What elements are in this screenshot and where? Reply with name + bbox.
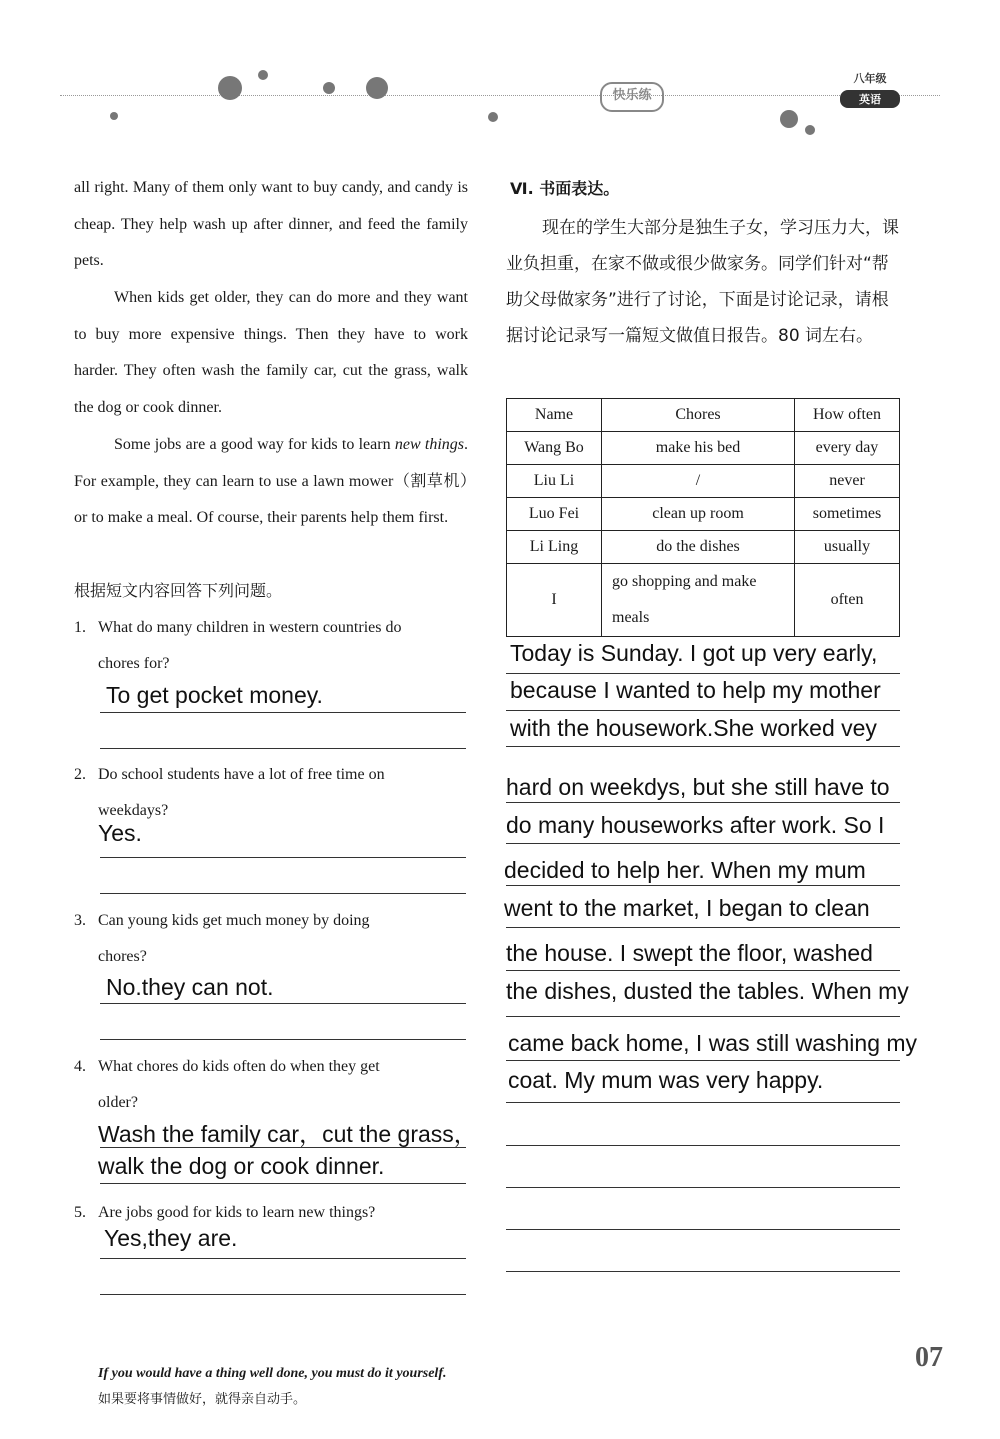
passage-paragraph-3-text-a: Some jobs are a good way for kids to learn <box>114 436 395 453</box>
decor-dot <box>323 82 335 94</box>
table-row <box>507 465 900 498</box>
question-number: 4. <box>74 1058 86 1075</box>
writing-line <box>506 970 900 971</box>
essay-line: the house. I swept the floor, washed <box>506 940 873 966</box>
answer-3: No.they can not. <box>106 974 274 1000</box>
discussion-table <box>506 398 900 637</box>
question-2 <box>74 757 468 829</box>
writing-line <box>506 746 900 747</box>
page-number: 07 <box>915 1342 943 1373</box>
table-cell: sometimes <box>795 498 900 531</box>
essay-line: came back home, I was still washing my <box>508 1030 918 1056</box>
question-text-cont: chores for? <box>98 655 170 672</box>
table-header: Name <box>507 399 602 432</box>
footer-quote-cn: 如果要将事情做好，就得亲自动手。 <box>98 1392 307 1407</box>
writing-line <box>506 802 900 803</box>
writing-line <box>506 843 900 844</box>
writing-prompt: 现在的学生大部分是独生子女，学习压力大，课业负担重，在家不做或很少做家务。同学们针对“帮助父母做家务”进行了讨论，下面是讨论记录，请根据讨论记录写一篇短文做值日报告。80 词左右。 <box>506 218 899 346</box>
table-cell: go shopping and make meals <box>602 564 795 637</box>
essay-line: with the housework.She worked vey <box>510 715 877 741</box>
answer-1: To get pocket money. <box>106 682 323 708</box>
table-header-row <box>507 399 900 432</box>
answer-line <box>100 1147 466 1148</box>
decor-dot <box>488 112 498 122</box>
question-text-cont: weekdays? <box>98 802 169 819</box>
question-number: 2. <box>74 766 86 783</box>
essay-line: coat. My mum was very happy. <box>508 1067 824 1093</box>
answer-line <box>100 857 466 858</box>
table-cell: Wang Bo <box>507 432 602 465</box>
table-cell: I <box>507 564 602 637</box>
answer-4-line-1: Wash the family car，cut the grass， <box>98 1121 477 1147</box>
question-3 <box>74 903 468 975</box>
question-number: 3. <box>74 912 86 929</box>
table-cell: Li Ling <box>507 531 602 564</box>
essay-line: because I wanted to help my mother <box>510 677 881 703</box>
decor-dot <box>805 125 815 135</box>
subject-label: 英语 <box>840 90 900 108</box>
question-text: Can young kids get much money by doing <box>98 912 370 929</box>
question-text-cont: older? <box>98 1094 138 1111</box>
writing-line <box>506 673 900 674</box>
table-cell: usually <box>795 531 900 564</box>
question-text: What chores do kids often do when they get <box>98 1058 380 1075</box>
writing-line <box>506 1229 900 1230</box>
passage-paragraph-2 <box>74 280 468 426</box>
table-cell: Liu Li <box>507 465 602 498</box>
question-text-cont: chores? <box>98 948 147 965</box>
passage-paragraph-3-text-b: . For example, they can learn to use a lawn mower（割草机）or to make a meal. Of course, their parents help them first. <box>74 436 469 526</box>
question-number: 5. <box>74 1204 86 1221</box>
writing-line <box>506 1060 900 1061</box>
passage-emphasis: new things <box>394 436 465 453</box>
question-4 <box>74 1049 468 1121</box>
answer-line <box>100 748 466 749</box>
table-cell: clean up room <box>602 498 795 531</box>
grade-label: 八年级 <box>853 72 887 85</box>
decor-dot <box>110 112 118 120</box>
essay-line: Today is Sunday. I got up very early, <box>510 640 878 666</box>
essay-line: decided to help her. When my mum <box>504 857 866 883</box>
writing-line <box>506 710 900 711</box>
essay-line: the dishes, dusted the tables. When my <box>506 978 909 1004</box>
question-text: What do many children in western countries do <box>98 619 402 636</box>
table-header: How often <box>795 399 900 432</box>
question-text: Are jobs good for kids to learn new things? <box>98 1204 376 1221</box>
table-cell: every day <box>795 432 900 465</box>
passage-paragraph-3 <box>74 427 468 537</box>
writing-line <box>506 927 900 928</box>
essay-line: hard on weekdys, but she still have to <box>506 774 890 800</box>
table-header: Chores <box>602 399 795 432</box>
answer-line <box>100 893 466 894</box>
answer-line <box>100 1003 466 1004</box>
question-1 <box>74 610 468 682</box>
header-dotted-line <box>60 95 940 97</box>
table-row <box>507 432 900 465</box>
answer-2: Yes. <box>98 820 142 846</box>
section-title: Ⅵ. 书面表达。 <box>510 179 620 198</box>
answer-5: Yes,they are. <box>104 1225 238 1251</box>
series-logo: 快乐练 <box>600 82 664 112</box>
passage-paragraph-2-text: When kids get older, they can do more and they want to buy more expensive things. Then they have to work harder. They often wash the family car, cut the grass, walk the dog or cook dinner. <box>74 289 468 416</box>
decor-dot <box>258 70 268 80</box>
essay-line: do many houseworks after work. So I <box>506 812 885 838</box>
table-row <box>507 498 900 531</box>
instruction: 根据短文内容回答下列问题。 <box>74 581 283 600</box>
passage-paragraph-1: all right. Many of them only want to buy candy, and candy is cheap. They help wash up after dinner, and feed the family pets. <box>74 179 468 269</box>
decor-dot <box>218 76 242 100</box>
answer-line <box>100 712 466 713</box>
writing-line <box>506 1102 900 1103</box>
essay-line: went to the market, I began to clean <box>504 895 870 921</box>
table-row <box>507 564 900 637</box>
table-cell: make his bed <box>602 432 795 465</box>
decor-dot <box>366 77 388 99</box>
answer-4-line-2: walk the dog or cook dinner. <box>98 1153 385 1179</box>
answer-line <box>100 1039 466 1040</box>
writing-line <box>506 885 900 886</box>
writing-line <box>506 1187 900 1188</box>
decor-dot <box>780 110 798 128</box>
answer-line <box>100 1294 466 1295</box>
question-number: 1. <box>74 619 86 636</box>
table-row <box>507 531 900 564</box>
writing-line <box>506 1145 900 1146</box>
table-cell: Luo Fei <box>507 498 602 531</box>
writing-line <box>506 1271 900 1272</box>
writing-line <box>506 1016 900 1017</box>
answer-line <box>100 1183 466 1184</box>
table-cell: / <box>602 465 795 498</box>
table-cell: do the dishes <box>602 531 795 564</box>
question-text: Do school students have a lot of free time on <box>98 766 385 783</box>
footer-quote-en: If you would have a thing well done, you must do it yourself. <box>98 1366 447 1381</box>
table-cell: never <box>795 465 900 498</box>
answer-line <box>100 1258 466 1259</box>
table-cell: often <box>795 564 900 637</box>
grade-badge <box>840 70 900 125</box>
